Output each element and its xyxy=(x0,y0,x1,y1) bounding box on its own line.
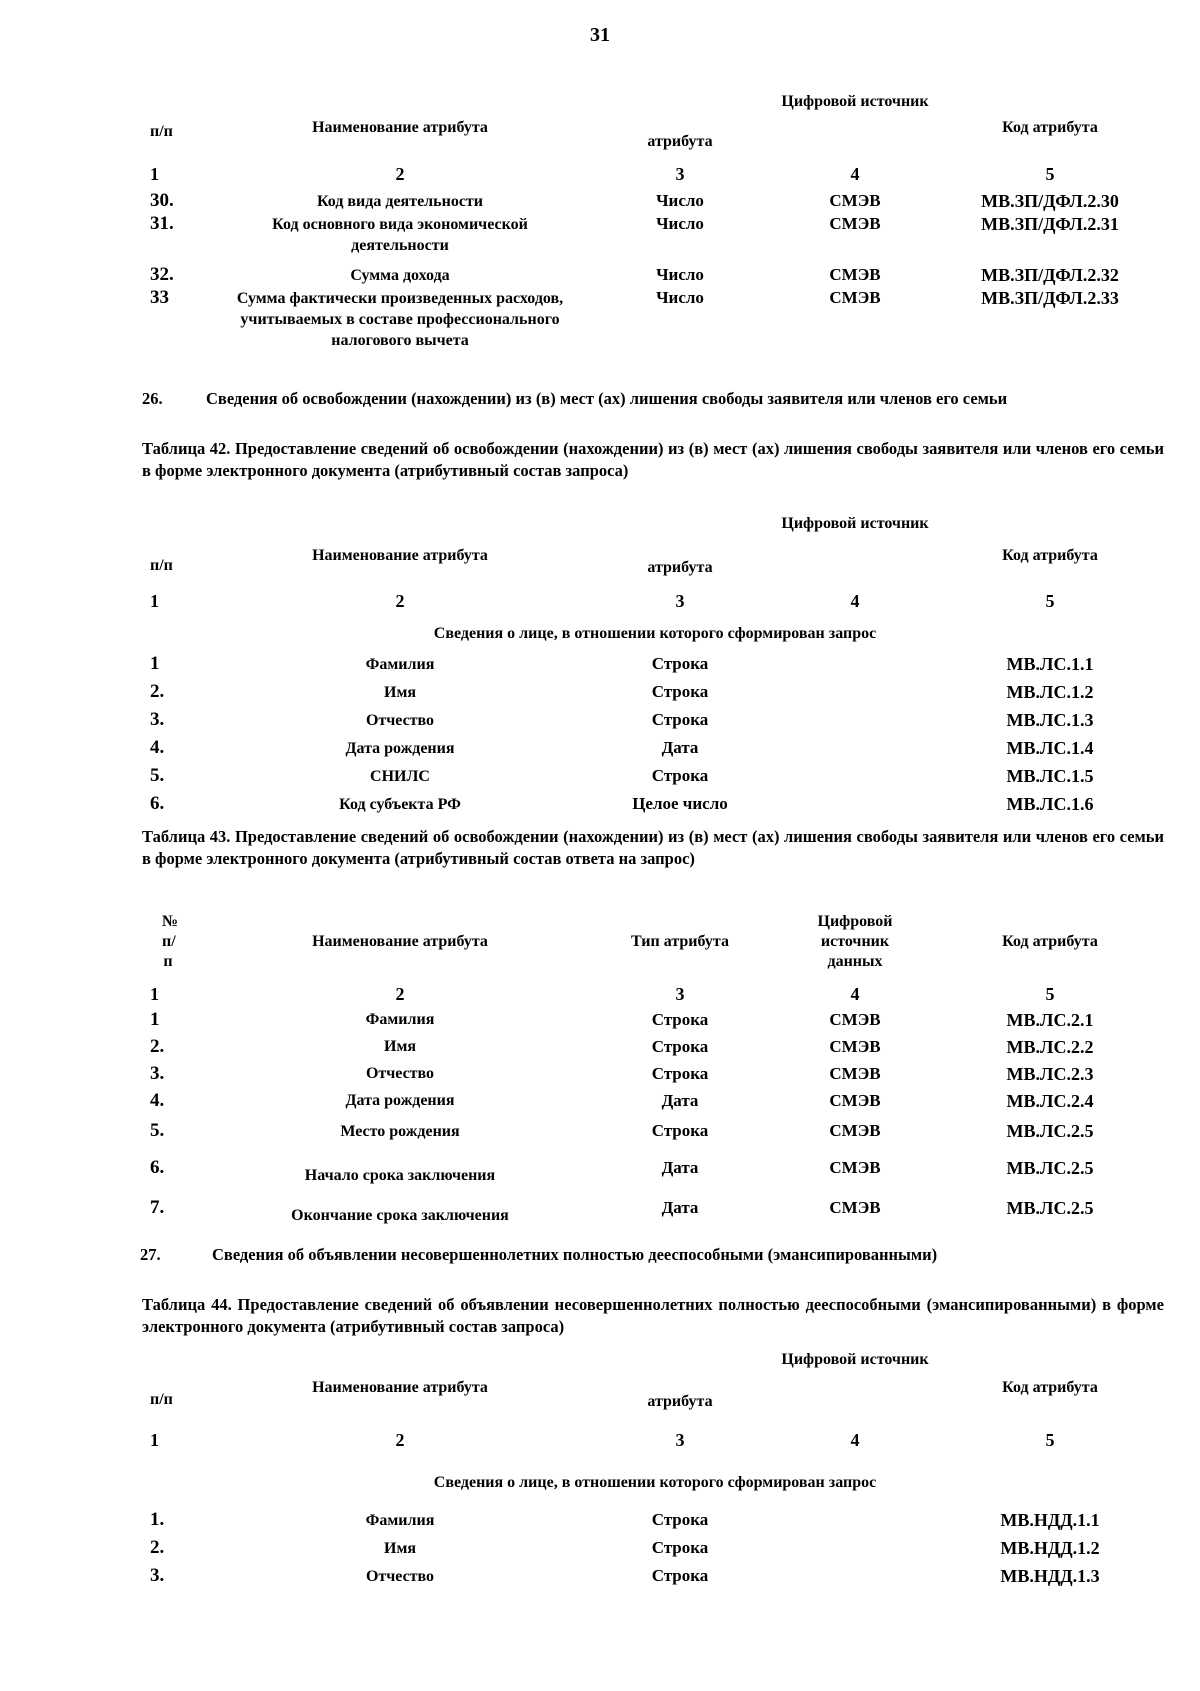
row-code: МВ.ЛС.2.4 xyxy=(1006,1090,1094,1111)
table-row xyxy=(140,1006,1170,1033)
col-number: 1 xyxy=(150,164,159,184)
row-type: Дата xyxy=(661,738,699,757)
header-num: п/п xyxy=(150,123,173,140)
row-name: Код основного вида экономической деятельности xyxy=(272,216,528,254)
header-code: Код атрибута xyxy=(1002,547,1098,564)
row-source xyxy=(780,734,930,762)
row-source: СМЭВ xyxy=(829,265,881,284)
row-source xyxy=(780,1534,930,1562)
row-source: СМЭВ xyxy=(829,1036,881,1056)
row-code: МВ.ЛС.2.2 xyxy=(1006,1036,1094,1057)
row-source: СМЭВ xyxy=(829,214,881,233)
row-source: СМЭВ xyxy=(829,1090,881,1110)
row-num: 5. xyxy=(150,1120,165,1141)
row-type: Дата xyxy=(661,1158,699,1177)
row-name: Фамилия xyxy=(365,1511,435,1529)
row-source: СМЭВ xyxy=(829,1158,881,1177)
col-number: 3 xyxy=(675,164,685,184)
header-code: Код атрибута xyxy=(1002,1379,1098,1396)
group-heading: Сведения о лице, в отношении которого сформирован запрос xyxy=(433,625,877,642)
table-row xyxy=(140,1060,1170,1087)
header-name: Наименование атрибута xyxy=(312,119,488,136)
row-source xyxy=(780,762,930,790)
table-row xyxy=(140,762,1170,790)
row-code: МВ.ЛС.2.1 xyxy=(1006,1009,1094,1030)
row-source xyxy=(780,790,930,818)
header-num: п/п xyxy=(150,1391,173,1408)
row-num: 32. xyxy=(150,264,174,285)
table-row xyxy=(140,288,1170,354)
col-number: 5 xyxy=(1045,591,1055,611)
table-continuation xyxy=(140,88,1170,354)
row-code: МВ.НДД.1.3 xyxy=(1000,1566,1100,1586)
row-code: МВ.ЗП/ДФЛ.2.32 xyxy=(981,265,1119,285)
col-number: 2 xyxy=(395,164,405,184)
section-heading-26 xyxy=(142,388,1150,410)
row-source xyxy=(780,650,930,678)
row-name: Отчество xyxy=(365,1567,435,1585)
row-num: 7. xyxy=(150,1197,165,1218)
col-number: 5 xyxy=(1045,1430,1055,1450)
row-type: Строка xyxy=(651,1538,709,1557)
header-type: Тип атрибута xyxy=(631,933,729,950)
row-type: Строка xyxy=(651,1009,709,1029)
header-code: Код атрибута xyxy=(1002,119,1098,136)
col-number: 1 xyxy=(150,1430,159,1450)
row-num: 6. xyxy=(150,1157,165,1178)
row-code: МВ.ЗП/ДФЛ.2.30 xyxy=(981,191,1119,211)
row-name: Сумма дохода xyxy=(350,266,450,284)
row-type: Строка xyxy=(651,1121,709,1140)
col-number: 5 xyxy=(1045,164,1055,184)
row-code: МВ.ЛС.2.3 xyxy=(1006,1063,1094,1084)
row-name: Отчество xyxy=(365,1065,435,1082)
table-row xyxy=(140,214,1170,262)
row-num: 1 xyxy=(150,653,160,674)
row-type: Дата xyxy=(661,1090,699,1110)
row-type: Строка xyxy=(651,766,709,785)
row-name: Имя xyxy=(384,1038,416,1055)
row-type: Строка xyxy=(651,1566,709,1585)
row-code: МВ.ЛС.1.5 xyxy=(1006,766,1094,786)
table-row xyxy=(140,1506,1170,1534)
section-heading-27 xyxy=(140,1244,1032,1266)
header-source: Цифровой источник xyxy=(781,1351,929,1368)
row-type: Строка xyxy=(651,1063,709,1083)
header-num: № п/п xyxy=(162,913,179,970)
row-source: СМЭВ xyxy=(829,1121,881,1140)
col-number: 1 xyxy=(150,984,159,1004)
header-name: Наименование атрибута xyxy=(312,933,488,950)
row-code: МВ.ЛС.1.2 xyxy=(1006,682,1094,702)
row-num: 4. xyxy=(150,1089,165,1111)
row-name: Имя xyxy=(384,1539,416,1557)
row-name: Дата рождения xyxy=(345,739,455,757)
row-name: Фамилия xyxy=(365,1011,435,1028)
row-name: Окончание срока заключения xyxy=(291,1206,509,1224)
header-source: Цифровой источник xyxy=(781,93,929,110)
table-44 xyxy=(140,1346,1170,1590)
header-code: Код атрибута xyxy=(1002,933,1098,950)
row-code: МВ.ЛС.2.5 xyxy=(1006,1198,1094,1218)
row-num: 30. xyxy=(150,190,174,211)
row-name: Код вида деятельности xyxy=(316,192,484,210)
row-code: МВ.ЛС.1.1 xyxy=(1006,654,1094,674)
row-num: 6. xyxy=(150,793,165,814)
header-name: Наименование атрибута xyxy=(312,1379,488,1396)
row-source xyxy=(780,1562,930,1590)
row-num: 1. xyxy=(150,1509,165,1530)
header-source: Цифровой источник данных xyxy=(817,913,893,970)
table-row xyxy=(140,678,1170,706)
row-type: Целое число xyxy=(632,794,728,813)
row-num: 33 xyxy=(150,287,169,308)
col-number: 4 xyxy=(850,164,860,184)
table-row xyxy=(140,1033,1170,1060)
header-name: Наименование атрибута xyxy=(312,547,488,564)
row-source xyxy=(780,1506,930,1534)
col-number: 3 xyxy=(675,1430,685,1450)
row-code: МВ.НДД.1.2 xyxy=(1000,1538,1100,1558)
row-num: 2. xyxy=(150,1035,165,1057)
row-type: Число xyxy=(656,288,704,307)
page-number: 31 xyxy=(590,24,610,46)
row-source xyxy=(780,706,930,734)
section-title: Сведения об освобождении (нахождении) из (в) мест (ах) лишения свободы заявителя или членов его семьи xyxy=(206,389,1008,408)
table-caption-42: Таблица 42. Предоставление сведений об освобождении (нахождении) из (в) мест (ах) лишения свободы заявителя или членов его семьи в форме электронного документа (атрибутивный состав запроса) xyxy=(142,439,1164,480)
row-num: 4. xyxy=(150,737,165,758)
row-num: 2. xyxy=(150,1537,165,1558)
col-number: 1 xyxy=(150,591,159,611)
row-name: Дата рождения xyxy=(345,1092,455,1109)
row-type: Дата xyxy=(661,1198,699,1217)
row-num: 31. xyxy=(150,213,174,234)
col-number: 4 xyxy=(850,984,860,1004)
row-type: Строка xyxy=(651,654,709,673)
row-code: МВ.ЗП/ДФЛ.2.31 xyxy=(981,214,1119,234)
row-code: МВ.ЛС.2.5 xyxy=(1006,1158,1094,1178)
row-type: Строка xyxy=(651,682,709,701)
col-number: 4 xyxy=(850,1430,860,1450)
table-43 xyxy=(140,902,1170,1228)
row-num: 3. xyxy=(150,1062,165,1084)
row-code: МВ.ЛС.1.3 xyxy=(1006,710,1094,730)
row-source xyxy=(780,678,930,706)
table-row xyxy=(140,188,1170,214)
table-row xyxy=(140,1087,1170,1114)
table-row xyxy=(140,1148,1170,1188)
row-type: Число xyxy=(656,214,704,233)
header-type: атрибута xyxy=(647,133,713,150)
section-number: 26. xyxy=(142,389,163,408)
row-name: Сумма фактически произведенных расходов, учитываемых в составе профессионального налогового вычета xyxy=(236,290,564,349)
row-num: 1 xyxy=(150,1008,160,1030)
header-num: п/п xyxy=(150,557,173,574)
row-name: Код субъекта РФ xyxy=(339,795,461,813)
col-number: 2 xyxy=(395,984,405,1004)
row-type: Строка xyxy=(651,1510,709,1529)
row-name: Имя xyxy=(384,683,416,701)
table-row xyxy=(140,734,1170,762)
row-source: СМЭВ xyxy=(829,1063,881,1083)
row-source: СМЭВ xyxy=(829,191,881,210)
section-title: Сведения об объявлении несовершеннолетних полностью дееспособными (эмансипированными) xyxy=(212,1245,938,1264)
table-row xyxy=(140,1114,1170,1148)
row-type: Строка xyxy=(651,710,709,729)
row-code: МВ.ЗП/ДФЛ.2.33 xyxy=(981,288,1119,308)
row-source: СМЭВ xyxy=(829,1198,881,1217)
row-type: Число xyxy=(656,191,704,210)
row-code: МВ.ЛС.2.5 xyxy=(1006,1121,1094,1141)
row-num: 3. xyxy=(150,1565,165,1586)
table-row xyxy=(140,262,1170,288)
col-number: 2 xyxy=(395,1430,405,1450)
row-name: СНИЛС xyxy=(370,767,430,785)
row-name: Отчество xyxy=(365,711,435,729)
row-num: 2. xyxy=(150,681,165,702)
col-number: 4 xyxy=(850,591,860,611)
table-42 xyxy=(140,512,1170,818)
row-type: Число xyxy=(656,265,704,284)
section-number: 27. xyxy=(140,1245,161,1264)
row-code: МВ.НДД.1.1 xyxy=(1000,1510,1100,1530)
row-source: СМЭВ xyxy=(829,288,881,307)
table-row xyxy=(140,1562,1170,1590)
row-type: Строка xyxy=(651,1036,709,1056)
row-name: Место рождения xyxy=(340,1122,460,1140)
col-number: 3 xyxy=(675,984,685,1004)
header-type: атрибута xyxy=(647,559,713,576)
row-num: 5. xyxy=(150,765,165,786)
table-caption-44: Таблица 44. Предоставление сведений об объявлении несовершеннолетних полностью дееспособными (эмансипированными) в форме электронного документа (атрибутивный состав запроса) xyxy=(142,1295,1164,1336)
col-number: 3 xyxy=(675,591,685,611)
table-caption-43: Таблица 43. Предоставление сведений об освобождении (нахождении) из (в) мест (ах) лишения свободы заявителя или членов его семьи в форме электронного документа (атрибутивный состав ответа на запрос) xyxy=(142,827,1164,868)
row-source: СМЭВ xyxy=(829,1009,881,1029)
row-name: Фамилия xyxy=(365,655,435,673)
col-number: 5 xyxy=(1045,984,1055,1004)
table-row xyxy=(140,706,1170,734)
row-num: 3. xyxy=(150,709,165,730)
row-name: Начало срока заключения xyxy=(304,1166,496,1184)
header-type: атрибута xyxy=(647,1393,713,1410)
table-row xyxy=(140,650,1170,678)
table-row xyxy=(140,1188,1170,1228)
table-row xyxy=(140,1534,1170,1562)
row-code: МВ.ЛС.1.6 xyxy=(1006,794,1094,814)
row-code: МВ.ЛС.1.4 xyxy=(1006,738,1094,758)
table-row xyxy=(140,790,1170,818)
header-source: Цифровой источник xyxy=(781,515,929,532)
col-number: 2 xyxy=(395,591,405,611)
group-heading: Сведения о лице, в отношении которого сформирован запрос xyxy=(433,1474,877,1491)
